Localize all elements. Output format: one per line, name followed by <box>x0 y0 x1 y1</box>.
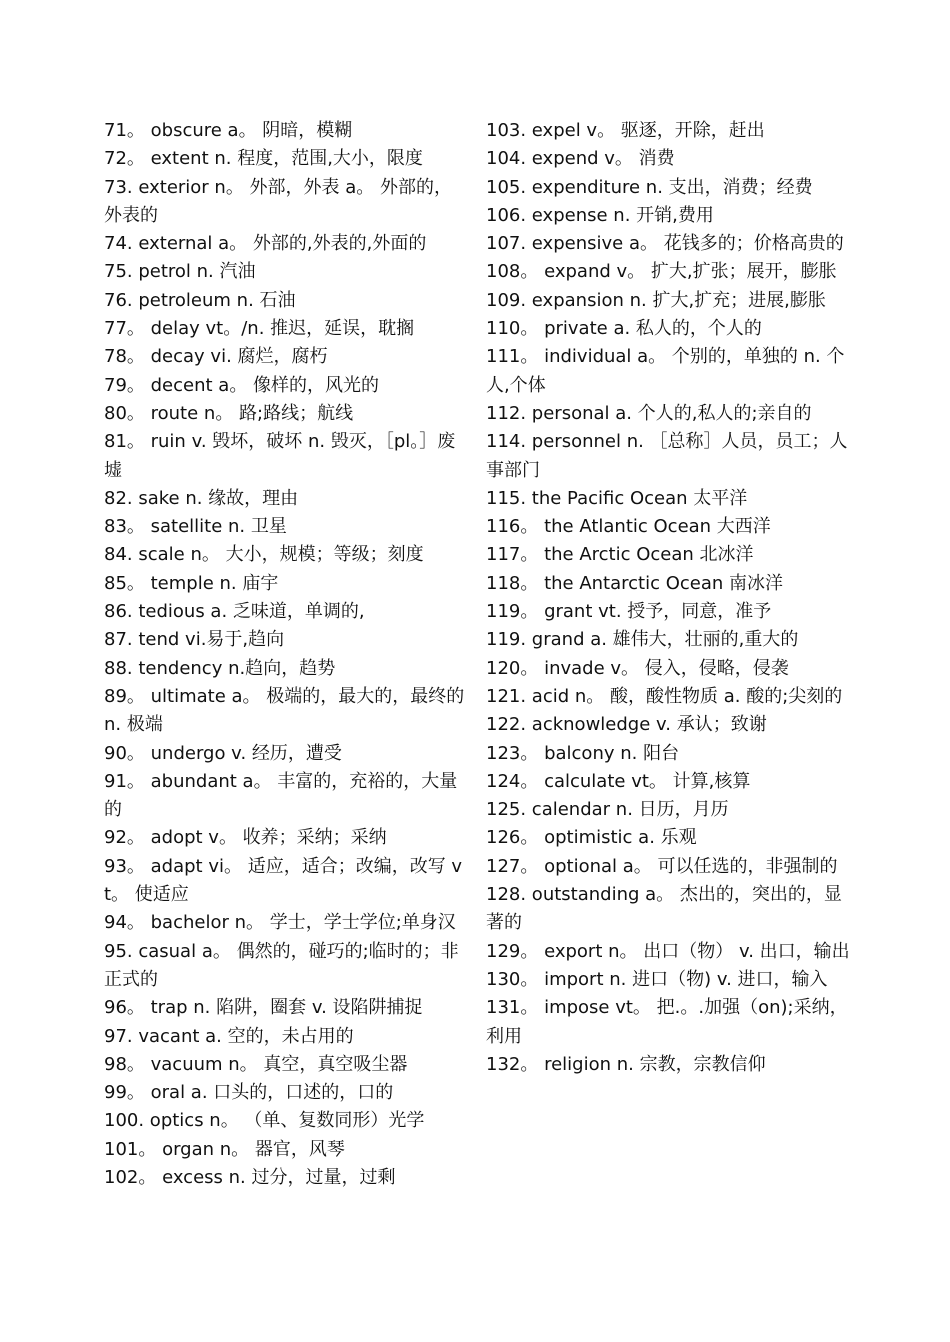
vocabulary-entry: 105. expenditure n. 支出，消费；经费 <box>486 176 813 198</box>
vocabulary-entry: 91。 abundant a。 丰富的，充裕的，大量的 <box>104 770 458 821</box>
vocabulary-entry: 89。 ultimate a。 极端的，最大的，最终的 n. 极端 <box>104 685 465 736</box>
vocabulary-entry: 90。 undergo v. 经历，遭受 <box>104 742 342 764</box>
vocabulary-entry: 132。 religion n. 宗教，宗教信仰 <box>486 1053 766 1075</box>
vocabulary-entry: 118。 the Antarctic Ocean 南冰洋 <box>486 572 784 594</box>
vocabulary-entry: 112. personal a. 个人的,私人的;亲自的 <box>486 402 812 424</box>
vocabulary-entry: 77。 delay vt。/n. 推迟，延误，耽搁 <box>104 318 415 340</box>
vocabulary-entry: 87. tend vi.易于,趋向 <box>104 629 285 651</box>
vocabulary-entry: 120。 invade v。 侵入，侵略，侵袭 <box>486 657 789 679</box>
vocabulary-entry: 116。 the Atlantic Ocean 大西洋 <box>486 516 771 538</box>
vocabulary-entry: 93。 adapt vi。 适应，适合；改编，改写 vt。 使适应 <box>104 855 463 906</box>
vocabulary-entry: 106. expense n. 开销,费用 <box>486 204 714 226</box>
vocabulary-entry: 128. outstanding a。 杰出的，突出的，显著的 <box>486 884 842 934</box>
vocabulary-entry: 124。 calculate vt。 计算,核算 <box>486 770 751 792</box>
vocabulary-entry: 104. expend v。 消费 <box>486 148 675 170</box>
vocabulary-entry: 123。 balcony n. 阳台 <box>486 742 680 764</box>
vocabulary-entry: 78。 decay vi. 腐烂，腐朽 <box>104 346 328 368</box>
vocabulary-entry: 84. scale n。 大小，规模；等级；刻度 <box>104 544 424 566</box>
vocabulary-entry: 82. sake n. 缘故，理由 <box>104 487 299 509</box>
vocabulary-entry: 127。 optional a。 可以任选的，非强制的 <box>486 855 838 877</box>
vocabulary-entry: 97. vacant a. 空的，未占用的 <box>104 1025 354 1047</box>
vocabulary-entry: 94。 bachelor n。 学士，学士学位;单身汉 <box>104 912 456 934</box>
vocabulary-entry: 76. petroleum n. 石油 <box>104 289 296 311</box>
vocabulary-entry: 119. grand a. 雄伟大，壮丽的,重大的 <box>486 629 799 651</box>
vocabulary-entry: 96。 trap n. 陷阱，圈套 v. 设陷阱捕捉 <box>104 997 423 1019</box>
vocabulary-entry: 72。 extent n. 程度，范围,大小，限度 <box>104 148 423 170</box>
vocabulary-entry: 71。 obscure a。 阴暗，模糊 <box>104 120 353 141</box>
vocabulary-entry: 117。 the Arctic Ocean 北冰洋 <box>486 544 754 566</box>
vocabulary-entry: 103. expel v。 驱逐，开除，赶出 <box>486 120 765 141</box>
vocabulary-entry: 101。 organ n。 器官，风琴 <box>104 1138 345 1160</box>
vocabulary-entry: 121. acid n。 酸，酸性物质 a. 酸的;尖刻的 <box>486 685 843 707</box>
vocabulary-entry: 109. expansion n. 扩大,扩充；进展,膨胀 <box>486 289 826 311</box>
vocabulary-entry: 99。 oral a. 口头的，口述的，口的 <box>104 1082 394 1104</box>
vocabulary-entry: 131。 impose vt。 把.。.加强（on);采纳，利用 <box>486 997 848 1047</box>
vocabulary-entry: 107. expensive a。 花钱多的；价格高贵的 <box>486 233 844 255</box>
vocabulary-entry: 111。 individual a。 个别的，单独的 n. 个人,个体 <box>486 346 845 396</box>
vocabulary-entry: 79。 decent a。 像样的，风光的 <box>104 374 380 396</box>
vocabulary-entry: 95. casual a。 偶然的，碰巧的;临时的；非正式的 <box>104 940 459 990</box>
vocabulary-entry: 114. personnel n. ［总称］人员，员工；人事部门 <box>486 431 848 481</box>
vocabulary-entry: 108。 expand v。 扩大,扩张；展开，膨胀 <box>486 261 837 283</box>
vocabulary-entry: 115. the Pacific Ocean 太平洋 <box>486 487 748 509</box>
vocabulary-entry: 74. external a。 外部的,外表的,外面的 <box>104 233 427 255</box>
vocabulary-column-left <box>104 117 470 1192</box>
vocabulary-entry: 86. tedious a. 乏味道，单调的, <box>104 601 365 623</box>
vocabulary-entry: 92。 adopt v。 收养；采纳；采纳 <box>104 827 387 849</box>
vocabulary-entry: 85。 temple n. 庙宇 <box>104 572 279 594</box>
vocabulary-entry: 130。 import n. 进口（物) v. 进口，输入 <box>486 968 828 990</box>
vocabulary-entry: 102。 excess n. 过分，过量，过剩 <box>104 1166 396 1188</box>
vocabulary-entry: 110。 private a. 私人的，个人的 <box>486 318 762 340</box>
vocabulary-entry: 83。 satellite n. 卫星 <box>104 516 287 538</box>
vocabulary-entry: 73. exterior n。 外部，外表 a。 外部的，外表的 <box>104 176 453 226</box>
vocabulary-entry: 88. tendency n.趋向，趋势 <box>104 657 336 679</box>
vocabulary-entry: 80。 route n。 路;路线；航线 <box>104 402 354 424</box>
vocabulary-column-right <box>486 117 852 1079</box>
vocabulary-entry: 75. petrol n. 汽油 <box>104 261 256 283</box>
vocabulary-entry: 81。 ruin v. 毁坏，破坏 n. 毁灭，［pl。］废墟 <box>104 431 456 481</box>
vocabulary-entry: 125. calendar n. 日历，月历 <box>486 799 729 821</box>
vocabulary-entry: 129。 export n。 出口（物） v. 出口，输出 <box>486 940 850 962</box>
vocabulary-entry: 119。 grant vt. 授予，同意，准予 <box>486 601 772 623</box>
vocabulary-entry: 98。 vacuum n。 真空，真空吸尘器 <box>104 1053 408 1075</box>
vocabulary-entry: 126。 optimistic a. 乐观 <box>486 827 697 849</box>
vocabulary-entry: 122. acknowledge v. 承认；致谢 <box>486 714 767 736</box>
vocabulary-entry: 100. optics n。 （单、复数同形）光学 <box>104 1110 425 1132</box>
